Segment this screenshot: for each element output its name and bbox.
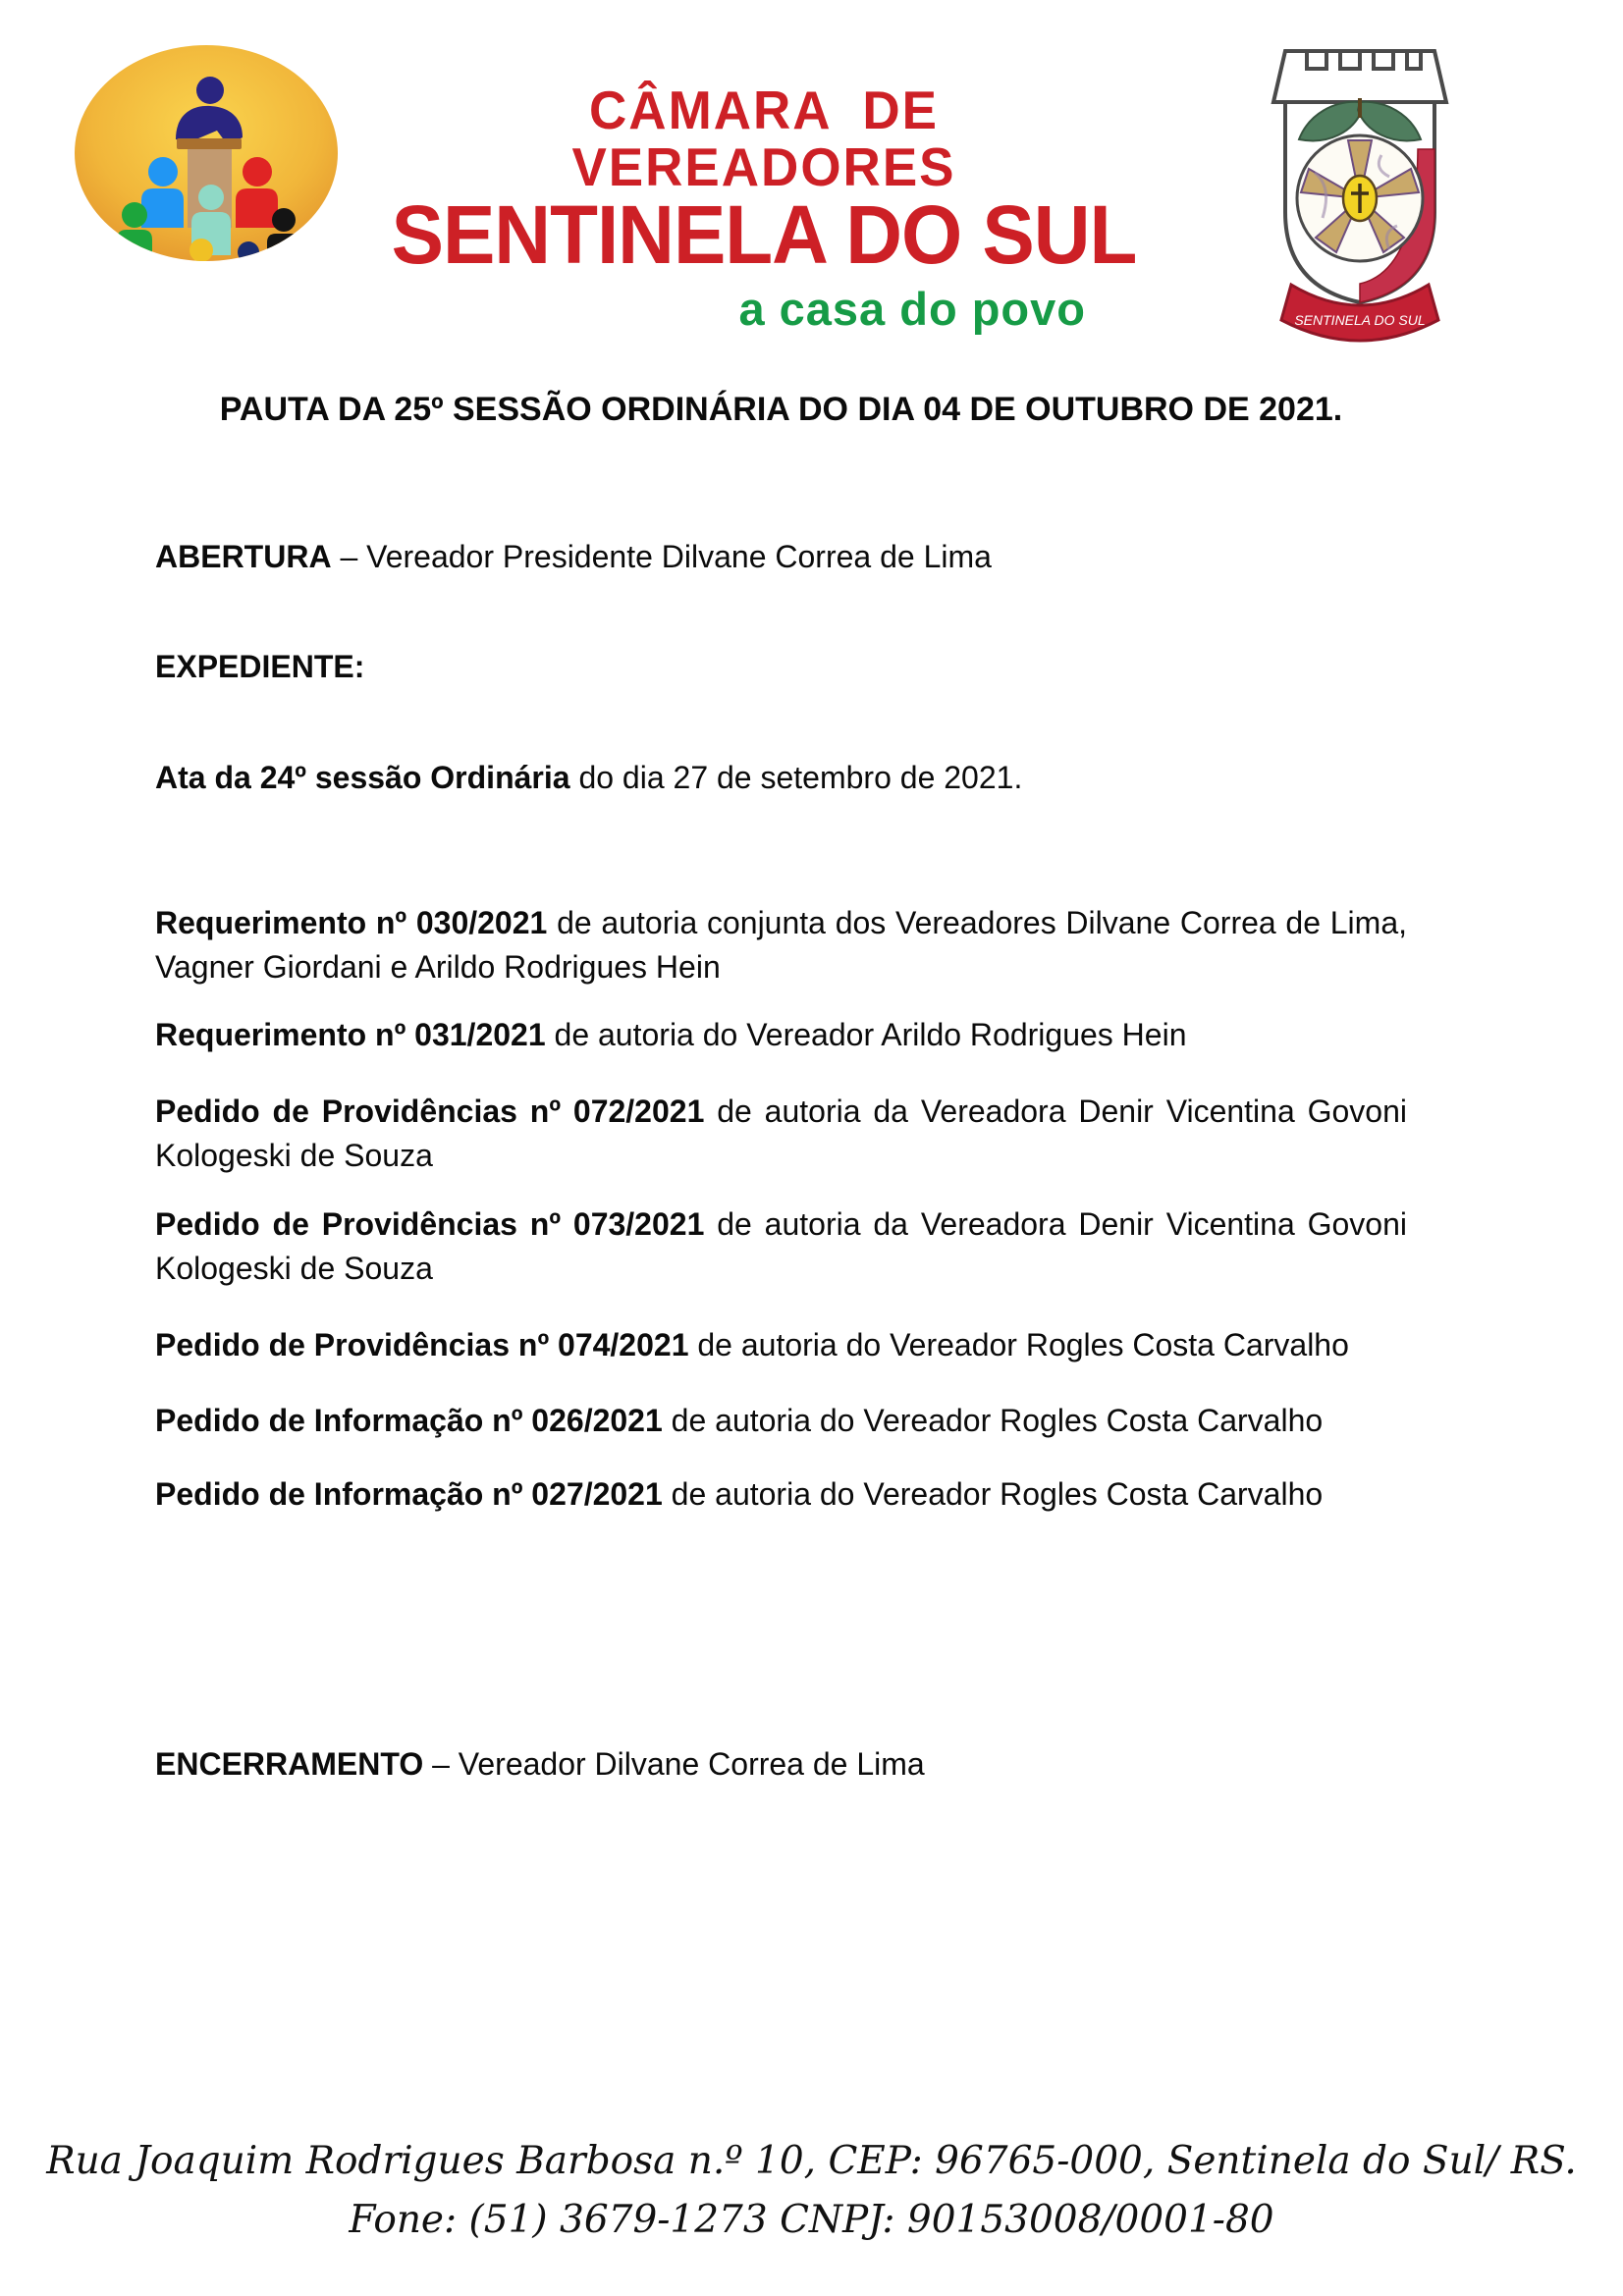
agenda-item-number: Pedido de Informação nº 026/2021 <box>155 1403 663 1438</box>
footer-address-line: Rua Joaquim Rodrigues Barbosa n.º 10, CEP: 96765-000, Sentinela do Sul/ RS. <box>46 2139 1577 2183</box>
document-body <box>155 0 1407 1787</box>
ata-label: Ata da 24º sessão Ordinária <box>155 760 570 795</box>
agenda-item-number: Requerimento nº 030/2021 <box>155 905 548 940</box>
agenda-item-providencias-072 <box>155 1090 1407 1178</box>
abertura-label: ABERTURA <box>155 539 332 574</box>
ata-text: do dia 27 de setembro de 2021. <box>569 760 1023 795</box>
agenda-item-requerimento-030 <box>155 901 1407 989</box>
agenda-item-number: Pedido de Providências nº 073/2021 <box>155 1206 705 1242</box>
agenda-item-text: de autoria do Vereador Rogles Costa Carvalho <box>688 1327 1349 1362</box>
agenda-item-number: Pedido de Informação nº 027/2021 <box>155 1476 663 1512</box>
agenda-item-number: Pedido de Providências nº 074/2021 <box>155 1327 689 1362</box>
agenda-item-text: de autoria da Vereadora Denir Vicentina Govoni Kologeski de Souza <box>155 1206 1407 1286</box>
abertura-paragraph <box>155 535 1407 579</box>
org-name-line2: SENTINELA DO SUL <box>391 187 1137 282</box>
agenda-item-informacao-027 <box>155 1472 1407 1517</box>
encerramento-label: ENCERRAMENTO <box>155 1746 424 1782</box>
expediente-heading: EXPEDIENTE: <box>155 649 365 684</box>
agenda-item-number: Requerimento nº 031/2021 <box>155 1017 546 1052</box>
agenda-item-text: de autoria conjunta dos Vereadores Dilvane Correa de Lima, Vagner Giordani e Arildo Rodrigues Hein <box>155 905 1408 985</box>
footer-contact-line: Fone: (51) 3679-1273 CNPJ: 90153008/0001-80 <box>349 2198 1274 2242</box>
agenda-item-text: de autoria do Vereador Arildo Rodrigues Hein <box>545 1017 1187 1052</box>
footer <box>0 2132 1623 2250</box>
agenda-item-informacao-026 <box>155 1399 1407 1443</box>
agenda-item-number: Pedido de Providências nº 072/2021 <box>155 1094 705 1129</box>
org-name-line1: CÂMARA DE VEREADORES <box>571 80 956 198</box>
agenda-item-text: de autoria do Vereador Rogles Costa Carvalho <box>662 1476 1324 1512</box>
abertura-text: – Vereador Presidente Dilvane Correa de Lima <box>331 539 992 574</box>
header-tagline: a casa do povo <box>738 283 1086 336</box>
agenda-item-text: de autoria da Vereadora Denir Vicentina Govoni Kologeski de Souza <box>155 1094 1407 1173</box>
encerramento-text: – Vereador Dilvane Correa de Lima <box>423 1746 925 1782</box>
ribbon-text: SENTINELA DO SUL <box>1294 312 1426 328</box>
agenda-item-providencias-073 <box>155 1202 1407 1291</box>
agenda-item-providencias-074 <box>155 1323 1407 1367</box>
document-title: PAUTA DA 25º SESSÃO ORDINÁRIA DO DIA 04 DE OUTUBRO DE 2021. <box>219 391 1343 428</box>
agenda-item-requerimento-031 <box>155 1013 1407 1057</box>
agenda-item-text: de autoria do Vereador Rogles Costa Carvalho <box>662 1403 1324 1438</box>
encerramento-paragraph <box>155 1742 1407 1787</box>
ata-paragraph <box>155 756 1407 800</box>
